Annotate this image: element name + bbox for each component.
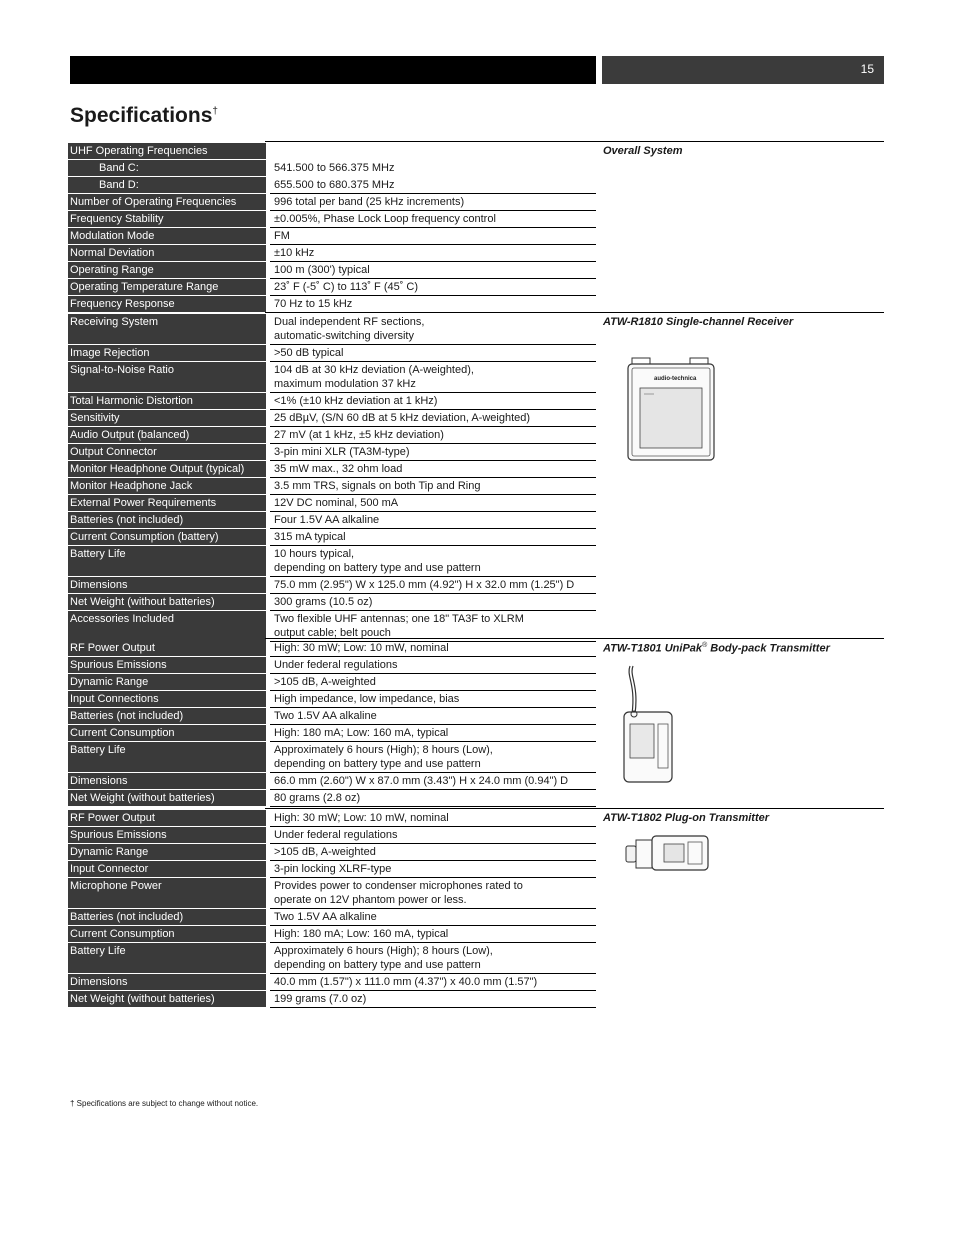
section-title: ATW-R1810 Single-channel Receiver <box>603 316 794 328</box>
spec-value-line: 996 total per band (25 kHz increments) <box>274 196 465 208</box>
spec-value-line-2: output cable; belt pouch <box>274 627 391 639</box>
page-title-text: Specifications <box>70 104 213 127</box>
spec-value-line: Dual independent RF sections, <box>274 316 425 328</box>
spec-value <box>270 314 596 345</box>
spec-value-line: Four 1.5V AA alkaline <box>274 514 380 526</box>
spec-label-text: Frequency Response <box>70 298 175 310</box>
spec-value <box>270 393 596 410</box>
spec-value <box>270 909 596 926</box>
spec-row <box>68 810 596 827</box>
spec-value-line-2: automatic-switching diversity <box>274 330 414 342</box>
spec-value-line: 80 grams (2.8 oz) <box>274 792 361 804</box>
spec-value <box>270 461 596 478</box>
spec-row <box>68 640 596 657</box>
spec-label-text: Input Connections <box>70 693 159 705</box>
spec-value <box>270 194 596 211</box>
spec-value <box>270 790 596 807</box>
spec-value <box>270 810 596 827</box>
spec-value <box>270 640 596 657</box>
spec-label <box>68 296 266 313</box>
spec-label-text: Battery Life <box>70 548 126 560</box>
spec-label <box>68 926 266 943</box>
spec-label <box>68 790 266 807</box>
spec-value <box>270 594 596 611</box>
spec-label <box>68 362 266 393</box>
page-number: 15 <box>860 62 874 76</box>
spec-label-text: Operating Range <box>70 264 154 276</box>
spec-label <box>68 444 266 461</box>
spec-label <box>68 279 266 296</box>
spec-value-line: 70 Hz to 15 kHz <box>274 298 353 310</box>
spec-row <box>68 773 596 790</box>
spec-row <box>68 194 596 211</box>
spec-label <box>68 909 266 926</box>
spec-row <box>68 594 596 611</box>
spec-label <box>68 461 266 478</box>
spec-row <box>68 878 596 909</box>
spec-value-line: 300 grams (10.5 oz) <box>274 596 373 608</box>
spec-value-line: 12V DC nominal, 500 mA <box>274 497 399 509</box>
spec-label-text: Dynamic Range <box>70 676 149 688</box>
spec-value <box>270 143 596 160</box>
spec-row <box>68 228 596 245</box>
page-title-mark: † <box>212 106 218 117</box>
spec-value-line: 3.5 mm TRS, signals on both Tip and Ring <box>274 480 481 492</box>
spec-value <box>270 943 596 974</box>
spec-label-text: Input Connector <box>70 863 149 875</box>
spec-label <box>68 594 266 611</box>
spec-value <box>270 478 596 495</box>
spec-label-text: Frequency Stability <box>70 213 164 225</box>
spec-value-line: Two flexible UHF antennas; one 18" TA3F to XLRM <box>274 613 524 625</box>
spec-row <box>68 512 596 529</box>
spec-label <box>68 177 266 194</box>
spec-value-line-2: depending on battery type and use pattern <box>274 562 481 574</box>
spec-row <box>68 345 596 362</box>
spec-row <box>68 362 596 393</box>
spec-value <box>270 345 596 362</box>
spec-label <box>68 512 266 529</box>
spec-value-line: Two 1.5V AA alkaline <box>274 911 377 923</box>
page-title <box>70 104 218 128</box>
spec-row <box>68 861 596 878</box>
spec-value-line: Provides power to condenser microphones rated to <box>274 880 523 892</box>
spec-label <box>68 878 266 909</box>
spec-value-line-2: maximum modulation 37 kHz <box>274 378 416 390</box>
spec-label-text: Spurious Emissions <box>70 659 167 671</box>
section-title: Overall System <box>603 145 683 157</box>
spec-label <box>68 725 266 742</box>
spec-value-line: 3-pin mini XLR (TA3M-type) <box>274 446 410 458</box>
spec-value <box>270 512 596 529</box>
spec-value-line: High: 180 mA; Low: 160 mA, typical <box>274 928 449 940</box>
spec-table <box>68 314 596 643</box>
spec-value-line: Two 1.5V AA alkaline <box>274 710 377 722</box>
spec-row <box>68 926 596 943</box>
spec-label-text: Band D: <box>99 179 139 191</box>
spec-value-line: Approximately 6 hours (High); 8 hours (Low), <box>274 744 493 756</box>
spec-label-text: Net Weight (without batteries) <box>70 792 215 804</box>
spec-label-text: Signal-to-Noise Ratio <box>70 364 174 376</box>
spec-table <box>68 810 596 1009</box>
spec-label-text: Band C: <box>99 162 139 174</box>
spec-label <box>68 611 266 642</box>
spec-value <box>270 279 596 296</box>
spec-label-text: Normal Deviation <box>70 247 155 259</box>
spec-value-line: 100 m (300') typical <box>274 264 370 276</box>
spec-row <box>68 546 596 577</box>
spec-row <box>68 143 596 160</box>
spec-value-line: High: 30 mW; Low: 10 mW, nominal <box>274 812 449 824</box>
spec-row <box>68 909 596 926</box>
spec-row <box>68 444 596 461</box>
spec-value-line: >105 dB, A-weighted <box>274 846 376 858</box>
spec-value-line: 40.0 mm (1.57") x 111.0 mm (4.37") x 40.0 mm (1.57") <box>274 976 538 988</box>
spec-row <box>68 742 596 773</box>
registered-mark: ® <box>702 642 708 649</box>
spec-row <box>68 725 596 742</box>
spec-label <box>68 991 266 1008</box>
spec-value-line: Approximately 6 hours (High); 8 hours (Low), <box>274 945 493 957</box>
spec-row <box>68 461 596 478</box>
spec-row <box>68 943 596 974</box>
spec-label-text: Dynamic Range <box>70 846 149 858</box>
spec-label <box>68 657 266 674</box>
spec-value-line: High: 30 mW; Low: 10 mW, nominal <box>274 642 449 654</box>
spec-value-line: 541.500 to 566.375 MHz <box>274 161 395 174</box>
spec-value <box>270 577 596 594</box>
spec-row <box>68 393 596 410</box>
spec-label-text: Monitor Headphone Jack <box>70 480 193 492</box>
spec-value <box>270 708 596 725</box>
spec-value <box>270 691 596 708</box>
spec-label <box>68 495 266 512</box>
spec-label <box>68 393 266 410</box>
section-title: ATW-T1802 Plug-on Transmitter <box>603 812 770 824</box>
spec-value-line-2: depending on battery type and use pattern <box>274 758 481 770</box>
spec-value-line: >50 dB typical <box>274 347 344 359</box>
spec-row <box>68 529 596 546</box>
spec-value <box>270 245 596 262</box>
bodypack-illustration <box>620 664 682 786</box>
spec-value-line: 3-pin locking XLRF-type <box>274 863 392 875</box>
spec-label-text: Current Consumption <box>70 727 175 739</box>
spec-row <box>68 314 596 345</box>
spec-table <box>68 143 596 314</box>
section-title <box>603 642 830 655</box>
spec-value-line: 66.0 mm (2.60") W x 87.0 mm (3.43") H x 24.0 mm (0.94") D <box>274 775 569 787</box>
spec-value <box>270 974 596 991</box>
spec-value-line <box>274 144 594 158</box>
spec-label-text: Battery Life <box>70 945 126 957</box>
spec-label-text: Modulation Mode <box>70 230 155 242</box>
section-title-suffix: Body-pack Transmitter <box>707 642 830 655</box>
spec-value <box>270 427 596 444</box>
spec-value-line: 35 mW max., 32 ohm load <box>274 463 403 475</box>
spec-label-text: Operating Temperature Range <box>70 281 219 293</box>
spec-label-text: Sensitivity <box>70 412 120 424</box>
spec-value <box>270 495 596 512</box>
spec-row <box>68 674 596 691</box>
spec-value <box>270 674 596 691</box>
spec-label-text: Image Rejection <box>70 347 150 359</box>
section-title-main: ATW-T1801 UniPak <box>603 642 703 655</box>
spec-label-text: Audio Output (balanced) <box>70 429 190 441</box>
spec-label <box>68 674 266 691</box>
spec-value-line: Under federal regulations <box>274 829 398 841</box>
spec-label <box>68 577 266 594</box>
spec-value <box>270 228 596 245</box>
spec-label <box>68 160 266 177</box>
spec-value <box>270 926 596 943</box>
plugon-illustration <box>624 832 714 874</box>
spec-label <box>68 345 266 362</box>
spec-value-line-2: operate on 12V phantom power or less. <box>274 894 467 906</box>
spec-value <box>270 211 596 228</box>
spec-row <box>68 478 596 495</box>
spec-row <box>68 177 596 194</box>
spec-value <box>270 177 596 194</box>
spec-label <box>68 773 266 790</box>
spec-label <box>68 691 266 708</box>
spec-value <box>270 991 596 1008</box>
spec-row <box>68 991 596 1008</box>
spec-value <box>270 725 596 742</box>
spec-row <box>68 262 596 279</box>
spec-label-text: UHF Operating Frequencies <box>70 145 208 157</box>
spec-value-line: 27 mV (at 1 kHz, ±5 kHz deviation) <box>274 429 444 441</box>
spec-label <box>68 546 266 577</box>
spec-value <box>270 160 596 177</box>
spec-label-text: Microphone Power <box>70 880 162 892</box>
spec-value-line: 25 dBµV, (S/N 60 dB at 5 kHz deviation, A-weighted) <box>274 412 531 424</box>
spec-value-line: 75.0 mm (2.95") W x 125.0 mm (4.92") H x 32.0 mm (1.25") D <box>274 579 575 591</box>
footnote: † Specifications are subject to change without notice. <box>70 1099 259 1108</box>
spec-label-text: Net Weight (without batteries) <box>70 596 215 608</box>
spec-value <box>270 529 596 546</box>
spec-value-line: 315 mA typical <box>274 531 346 543</box>
spec-row <box>68 160 596 177</box>
spec-spacer-row <box>68 1008 596 1010</box>
header-page-tab <box>602 56 884 84</box>
spec-table <box>68 640 596 808</box>
spec-value <box>270 878 596 909</box>
receiver-illustration <box>624 356 720 464</box>
spec-row <box>68 657 596 674</box>
spec-label <box>68 708 266 725</box>
spec-label-text: Receiving System <box>70 316 159 328</box>
spec-label-text: Dimensions <box>70 579 128 591</box>
spec-value-line: 199 grams (7.0 oz) <box>274 993 367 1005</box>
spec-row <box>68 790 596 807</box>
spec-value <box>270 827 596 844</box>
spec-label-text: Dimensions <box>70 775 128 787</box>
spec-value-line: ±10 kHz <box>274 247 315 259</box>
spec-label <box>68 640 266 657</box>
spec-label-text: Batteries (not included) <box>70 710 184 722</box>
spec-value <box>270 262 596 279</box>
spec-value-line: <1% (±10 kHz deviation at 1 kHz) <box>274 395 438 407</box>
spec-label <box>68 529 266 546</box>
spec-value-line: 104 dB at 30 kHz deviation (A-weighted), <box>274 364 474 376</box>
spec-label <box>68 974 266 991</box>
spec-label-text: External Power Requirements <box>70 497 217 509</box>
spec-row <box>68 410 596 427</box>
spec-label <box>68 943 266 974</box>
spec-value-line: ±0.005%, Phase Lock Loop frequency control <box>274 213 496 225</box>
spec-value <box>270 296 596 313</box>
spec-label <box>68 844 266 861</box>
spec-value <box>270 861 596 878</box>
spec-value <box>270 410 596 427</box>
spec-label <box>68 861 266 878</box>
spec-row <box>68 495 596 512</box>
spec-value <box>270 362 596 393</box>
spec-value <box>270 546 596 577</box>
spec-label-text: Batteries (not included) <box>70 911 184 923</box>
spec-value-line-2: depending on battery type and use pattern <box>274 959 481 971</box>
spec-row <box>68 279 596 296</box>
spec-label <box>68 143 266 160</box>
spec-row <box>68 708 596 725</box>
spec-label-text: Output Connector <box>70 446 157 458</box>
spec-label <box>68 810 266 827</box>
spec-row <box>68 974 596 991</box>
receiver-logo: audio-technica <box>654 376 697 382</box>
spec-value-line: 655.500 to 680.375 MHz <box>274 178 395 191</box>
spec-value <box>270 657 596 674</box>
spec-value <box>270 742 596 773</box>
spec-label-text: Current Consumption (battery) <box>70 531 219 543</box>
spec-row <box>68 211 596 228</box>
spec-label-text: RF Power Output <box>70 642 155 654</box>
spec-value <box>270 444 596 461</box>
spec-row <box>68 245 596 262</box>
spec-label <box>68 245 266 262</box>
spec-label-text: Monitor Headphone Output (typical) <box>70 463 245 475</box>
spec-row <box>68 827 596 844</box>
spec-value-line: High: 180 mA; Low: 160 mA, typical <box>274 727 449 739</box>
spec-label-text: Spurious Emissions <box>70 829 167 841</box>
spec-label <box>68 410 266 427</box>
spec-value-line: Under federal regulations <box>274 659 398 671</box>
spec-label <box>68 194 266 211</box>
spec-row <box>68 691 596 708</box>
spec-value <box>270 773 596 790</box>
spec-row <box>68 296 596 313</box>
spec-label-text: Dimensions <box>70 976 128 988</box>
spec-row <box>68 577 596 594</box>
spec-value-line: High impedance, low impedance, bias <box>274 693 460 705</box>
spec-row <box>68 427 596 444</box>
spec-label <box>68 478 266 495</box>
spec-label-text: RF Power Output <box>70 812 155 824</box>
spec-row <box>68 844 596 861</box>
spec-label-text: Current Consumption <box>70 928 175 940</box>
spec-label <box>68 314 266 345</box>
spec-label <box>68 262 266 279</box>
spec-value-line: >105 dB, A-weighted <box>274 676 376 688</box>
spec-value-line: FM <box>274 230 290 242</box>
spec-label <box>68 228 266 245</box>
spec-label-text: Number of Operating Frequencies <box>70 196 237 208</box>
spec-label <box>68 742 266 773</box>
spec-label-text: Net Weight (without batteries) <box>70 993 215 1005</box>
header-bar <box>70 56 596 84</box>
spec-label <box>68 827 266 844</box>
spec-value <box>270 611 596 642</box>
spec-label <box>68 211 266 228</box>
spec-label <box>68 427 266 444</box>
spec-label-text: Batteries (not included) <box>70 514 184 526</box>
spec-value <box>270 844 596 861</box>
spec-label-text: Accessories Included <box>70 613 174 625</box>
spec-row <box>68 611 596 642</box>
spec-label-text: Battery Life <box>70 744 126 756</box>
spec-label-text: Total Harmonic Distortion <box>70 395 193 407</box>
spec-value-line: 10 hours typical, <box>274 548 355 560</box>
spec-value-line: 23˚ F (-5˚ C) to 113˚ F (45˚ C) <box>274 281 419 293</box>
